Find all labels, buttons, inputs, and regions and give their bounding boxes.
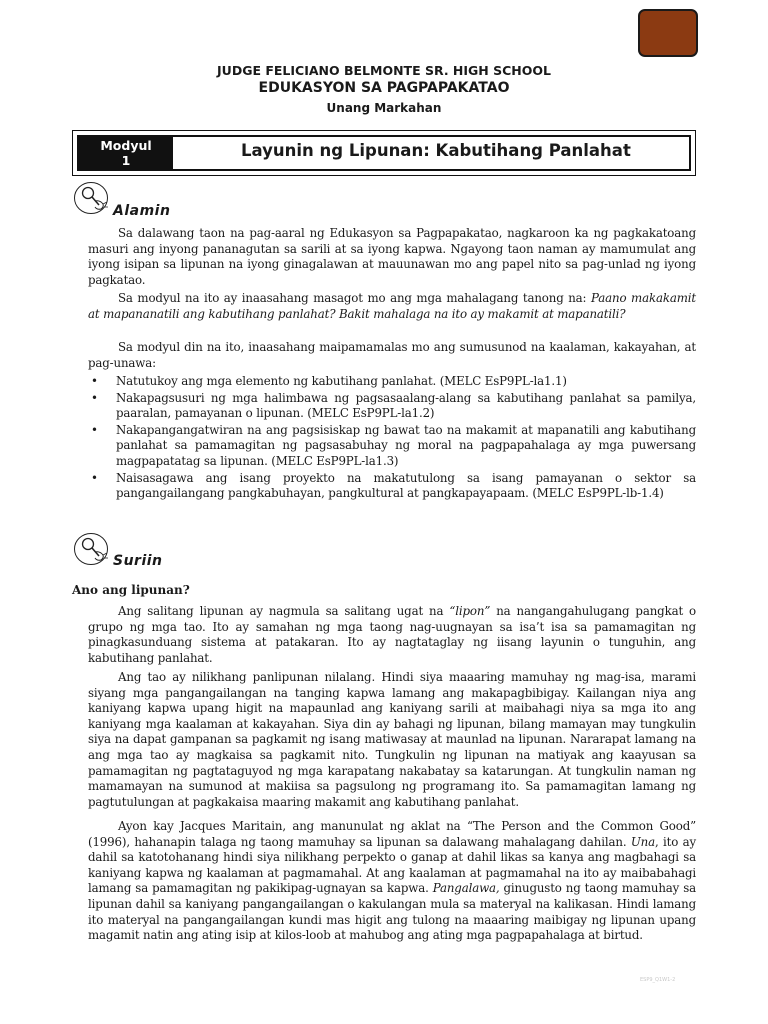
suriin-p3-part-b: , ito ay dahil sa katotohanang hindi siya nilikhang perpekto o ganap at dahil likas sa kanya ang magbahagi sa kaniyang kapwa ng kaalaman at pagmamahal. At ang kaalaman at pagmamahal na ito ay maibabahagi lamang sa pamamagitan ng pakikipag-ugnayan sa kapwa. — [88, 834, 696, 896]
module-label: Modyul — [100, 138, 152, 153]
alamin-paragraph-3: Sa modyul din na ito, inaasahang maipamamalas mo ang sumusunod na kaalaman, kakayahan, at pag-unawa: — [88, 340, 696, 370]
alamin-paragraph-2 — [88, 291, 696, 322]
alamin-guiding-questions: Paano makakamit at mapananatili ang kabutihang panlahat? Bakit mahalaga na ito ay makamit at mapanatili? — [88, 291, 696, 321]
module-banner — [72, 130, 696, 176]
module-banner-inner — [77, 135, 691, 171]
una-term: Una — [630, 834, 655, 849]
module-title: Layunin ng Lipunan: Kabutihang Panlahat — [241, 141, 631, 160]
alamin-paragraph-1: Sa dalawang taon na pag-aaral ng Edukasyon sa Pagpapakatao, nagkaroon ka ng pagkakatoang masuri ang inyong pananagutan sa sarili at sa iyong kapwa. Ngayong taon naman ay mamumulat ang iyong isipan sa lipunan na iyong ginagalawan at mauunawan mo ang papel nito sa pag-unlad ng iyong pagkatao. — [88, 226, 696, 287]
module-number-tag — [79, 137, 173, 169]
magnifier-hand-icon — [73, 181, 111, 215]
footer-watermark: ESP9_Q1W1-2 — [640, 977, 676, 983]
list-item: • Natutukoy ang mga elemento ng kabutihang panlahat. (MELC EsP9PL-la1.1) — [88, 374, 696, 390]
list-item: • Nakapangangatwiran na ang pagsisiskap ng bawat tao na makamit at mapanatili ang kabutihang panlahat sa pamamagitan ng pagsasabuhay ng moral na pagpapahalaga ay mga puwersang magpapatatag sa lipunan. (MELC EsP9PL-la1.3) — [88, 423, 696, 470]
suriin-paragraph-2: Ang tao ay nilikhang panlipunan nilalang. Hindi siya maaaring mamuhay ng mag-isa, marami siyang mga pangangailangan na tanging kapwa lamang ang makapagbibigay. Kailangan niya ang kaniyang kapwa upang higit na mapaunlad ang kaniyang sarili at maibahagi niya sa mga ito ang kaniyang mga kaalaman at kakayahan. Siya din ay bahagi ng lipunan, bilang mamayan may tungkulin siya na dapat gampanan sa pagkamit ng isang matiwasay at maunlad na lipunan. Nararapat lamang na ang mga tao ay magkaisa sa pagkamit nito. Tungkulin ng lipunan na matiyak ang kaayusan sa pamamagitan ng pagtataguyod ng mga karapatang nakabatay sa katarungan. At tungkulin naman ng mamamayan na sumunod at makiisa sa pagsulong ng programang ito. Sa pamamagitan lamang ng pagtutulungan at pagkakaisa maaring makamit ang kabutihang panlahat. — [88, 670, 696, 809]
suriin-p3-part-a: Ayon kay Jacques Maritain, ang manunulat ng aklat na “The Person and the Common Good” (1996), hahanapin talaga ng taong mamuhay sa lipunan sa dalawang mahalagang dahilan. — [88, 819, 696, 849]
alamin-paragraph-2-lead: Sa modyul na ito ay inaasahang masagot mo ang mga mahalagang tanong na: — [118, 291, 591, 305]
module-number: 1 — [121, 153, 131, 168]
list-item: • Naisasagawa ang isang proyekto na makatutulong sa isang pamayanan o sektor sa pangangailangang pangkabuhayan, pangkultural at pangkapayapaam. (MELC EsP9PL-lb-1.4) — [88, 471, 696, 502]
school-name: JUDGE FELICIANO BELMONTE SR. HIGH SCHOOL — [217, 63, 551, 78]
corner-color-box — [638, 9, 698, 57]
quarter-label: Unang Markahan — [326, 101, 442, 115]
lipon-term: “lipon” — [449, 604, 491, 618]
pangalawa-term: Pangalawa, — [432, 881, 500, 896]
suriin-heading: Suriin — [113, 553, 163, 569]
suriin-p3-part-c: ginugusto ng taong mamuhay sa lipunan dahil sa kaniyang pangangailangan o kakulangan mula sa materyal na kalikasan. Hindi lamang ito materyal na pangangailangan kundi mas higit ang tulong na maaaring maibigay ng lipunan upang magamit natin ang ating isip at kilos-loob at mahubog ang ating mga pagpapahalaga at birtud. — [88, 881, 696, 943]
suriin-paragraph-1 — [88, 604, 696, 666]
magnifier-hand-icon — [73, 532, 111, 566]
suriin-p1-part-a: Ang salitang lipunan ay nagmula sa salitang ugat na — [118, 604, 450, 618]
section-question: Ano ang lipunan? — [72, 583, 190, 597]
alamin-heading: Alamin — [113, 203, 171, 219]
subject-title: EDUKASYON SA PAGPAPAKATAO — [258, 80, 510, 96]
suriin-p1-part-b: na nangangahulugang pangkat o grupo ng mga tao. Ito ay samahan ng mga taong nag-uugnayan sa isa’t isa sa pamamagitan ng pinagkasunduang sistema at patakaran. Ito ay nagtataglay ng iisang layunin o tunguhin, ang kabutihang panlahat. — [88, 604, 696, 665]
objectives-list — [88, 374, 696, 503]
suriin-paragraph-3 — [88, 819, 696, 944]
list-item: • Nakapagsusuri ng mga halimbawa ng pagsasaalang-alang sa kabutihang panlahat sa pamilya, paaralan, pamayanan o lipunan. (MELC EsP9PL-la1.2) — [88, 391, 696, 422]
